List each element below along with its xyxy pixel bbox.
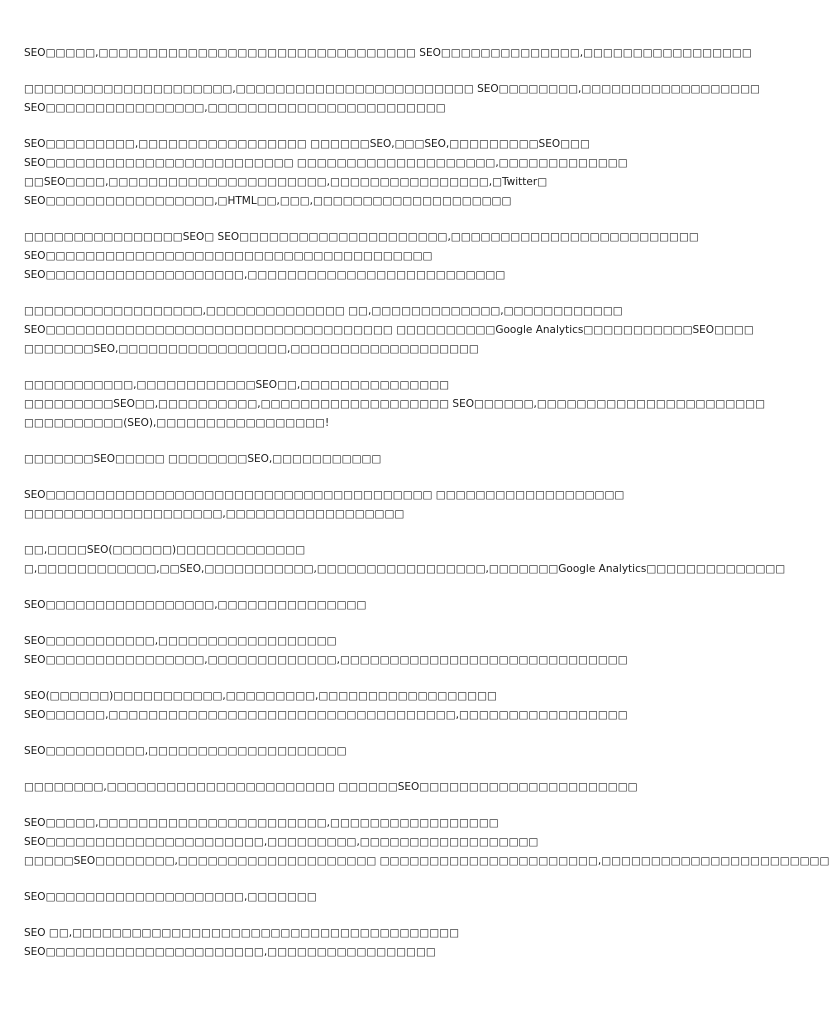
text-line: SEO□□□□□□□□□□□□□□□□,□□□□□□□□□□□□□□□□□□□□□□□□: [24, 102, 446, 114]
text-line: SEO□□□□□□□□□□□□□□□□□□□□□□□□□□□□□□□□□□□□□□□ □□□□□□□□□□□□□□□□□□□: [24, 489, 625, 501]
text-line: SEO□□□□□,□□□□□□□□□□□□□□□□□□□□□□□,□□□□□□□□□□□□□□□□□: [24, 817, 499, 829]
paragraph-13: [24, 742, 704, 761]
paragraph-9: [24, 541, 786, 579]
text-line: SEO□□□□□□□□□□,□□□□□□□□□□□□□□□□□□□□: [24, 745, 347, 757]
text-line: SEO□□□□□□□□□□□□□□□□□□□□□□,□□□□□□□□□,□□□□□□□□□□□□□□□□□□: [24, 836, 539, 848]
paragraph-8: [24, 486, 704, 524]
paragraph-6: [24, 376, 766, 433]
text-line: SEO□□□□□□□□□□□□□□□□□□□□□□,□□□□□□□□□□□□□□□□□: [24, 946, 436, 958]
text-line: SEO□□□□□□□□□□□□□□□□□□□□,□□□□□□□: [24, 891, 317, 903]
text-line: SEO□□□□□□□□□□□□□□□□□,□HTML□□,□□□,□□□□□□□□□□□□□□□□□□□□: [24, 195, 512, 207]
paragraph-3: [24, 135, 704, 211]
text-line: □□□□□□□□□□□□□□□□SEO□ SEO□□□□□□□□□□□□□□□□□□□□□,□□□□□□□□□□□□□□□□□□□□□□□□□: [24, 231, 699, 243]
text-line: SEO □□,□□□□□□□□□□□□□□□□□□□□□□□□□□□□□□□□□□□□□□□: [24, 927, 459, 939]
text-line: SEO□□□□□□,□□□□□□□□□□□□□□□□□□□□□□□□□□□□□□□□□□□,□□□□□□□□□□□□□□□□□: [24, 709, 628, 721]
text-line: □□□□□□□□□□□□□□□□□□□□□,□□□□□□□□□□□□□□□□□□□□□□□□ SEO□□□□□□□□,□□□□□□□□□□□□□□□□□□: [24, 83, 760, 95]
paragraph-7: [24, 450, 704, 469]
text-line: SEO□□□□□□□□□□□□□□□□□,□□□□□□□□□□□□□□□: [24, 599, 367, 611]
paragraph-12: [24, 687, 704, 725]
text-line: SEO□□□□□□□□□□□□□□□□□□□□□□□□□ □□□□□□□□□□□□□□□□□□□□,□□□□□□□□□□□□□: [24, 157, 628, 169]
text-line: □□□□□□□□□□□□□□□□□□,□□□□□□□□□□□□□□ □□,□□□□□□□□□□□□□,□□□□□□□□□□□□: [24, 305, 623, 317]
text-line: □□□□□□□□□□□,□□□□□□□□□□□□SEO□□,□□□□□□□□□□□□□□□: [24, 379, 450, 391]
text-line: □□□□□□□□□□(SEO),□□□□□□□□□□□□□□□□□!: [24, 417, 330, 429]
paragraph-15: [24, 814, 829, 871]
text-line: □,□□□□□□□□□□□□,□□SEO,□□□□□□□□□□□,□□□□□□□□□□□□□□□□□,□□□□□□□Google Analytics□□□□□□□□□□□□□□: [24, 563, 786, 575]
text-line: □□SEO□□□□,□□□□□□□□□□□□□□□□□□□□□□,□□□□□□□□□□□□□□□□,□Twitter□: [24, 176, 548, 188]
paragraph-14: [24, 778, 704, 797]
text-line: SEO□□□□□□□□□□□□□□□□□□□□,□□□□□□□□□□□□□□□□□□□□□□□□□□: [24, 269, 506, 281]
text-line: □□□□□□□SEO□□□□□ □□□□□□□□SEO,□□□□□□□□□□□: [24, 453, 382, 465]
text-line: SEO□□□□□□□□□□□□□□□□□□□□□□□□□□□□□□□□□□□□□□□: [24, 250, 433, 262]
text-line: SEO□□□□□□□□□□□□□□□□□□□□□□□□□□□□□□□□□□□ □□□□□□□□□□Google Analytics□□□□□□□□□□□SEO□□□□: [24, 324, 754, 336]
text-line: □□,□□□□SEO(□□□□□□)□□□□□□□□□□□□□: [24, 544, 306, 556]
paragraph-4: [24, 228, 704, 285]
paragraph-2: [24, 80, 760, 118]
text-line: SEO□□□□□□□□□□□,□□□□□□□□□□□□□□□□□□: [24, 635, 337, 647]
text-line: □□□□□SEO□□□□□□□□,□□□□□□□□□□□□□□□□□□□□ □□□□□□□□□□□□□□□□□□□□□□,□□□□□□□□□□□□□□□□□□□□□□□: [24, 855, 829, 867]
text-line: SEO□□□□□□□□□,□□□□□□□□□□□□□□□□□ □□□□□□SEO,□□□SEO,□□□□□□□□□SEO□□□: [24, 138, 590, 150]
paragraph-16: [24, 888, 704, 907]
paragraph-1: [24, 44, 752, 63]
paragraph-17: [24, 924, 704, 962]
text-line: □□□□□□□□□SEO□□,□□□□□□□□□□,□□□□□□□□□□□□□□□□□□□ SEO□□□□□□,□□□□□□□□□□□□□□□□□□□□□□□: [24, 398, 766, 410]
text-line: SEO□□□□□,□□□□□□□□□□□□□□□□□□□□□□□□□□□□□□□□ SEO□□□□□□□□□□□□□□,□□□□□□□□□□□□□□□□□: [24, 47, 752, 59]
paragraph-5: [24, 302, 754, 359]
text-line: SEO(□□□□□□)□□□□□□□□□□□,□□□□□□□□□,□□□□□□□□□□□□□□□□□□: [24, 690, 497, 702]
text-line: SEO□□□□□□□□□□□□□□□□,□□□□□□□□□□□□□,□□□□□□□□□□□□□□□□□□□□□□□□□□□□□: [24, 654, 628, 666]
text-line: □□□□□□□□□□□□□□□□□□□□,□□□□□□□□□□□□□□□□□□: [24, 508, 405, 520]
text-line: □□□□□□□□,□□□□□□□□□□□□□□□□□□□□□□□ □□□□□□SEO□□□□□□□□□□□□□□□□□□□□□□: [24, 781, 638, 793]
paragraph-11: [24, 632, 704, 670]
text-line: □□□□□□□SEO,□□□□□□□□□□□□□□□□□,□□□□□□□□□□□□□□□□□□□: [24, 343, 479, 355]
paragraph-10: [24, 596, 704, 615]
document-body: [24, 44, 829, 979]
